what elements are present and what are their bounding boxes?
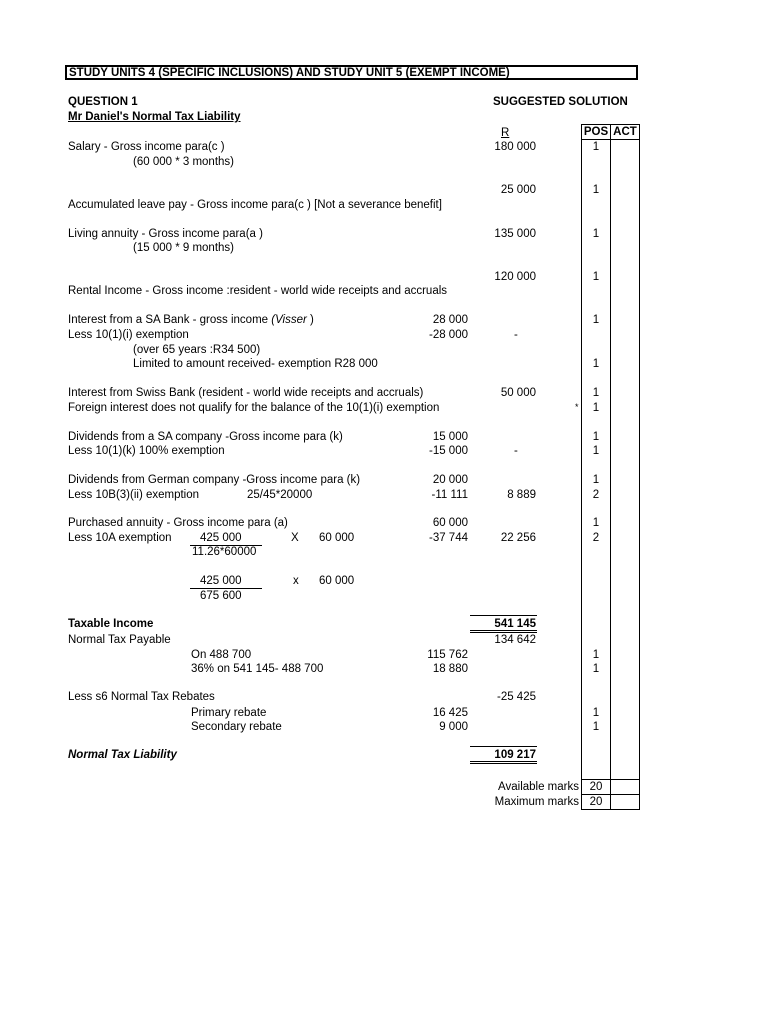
foreign-star: * [575,402,579,412]
primary-sub: 16 425 [432,707,468,719]
on-bracket-label: On 488 700 [191,649,252,661]
act-col-right [639,124,640,810]
div-de-label: Dividends from German company -Gross income para (k) [68,474,361,486]
div-de-exempt-amount: 8 889 [507,489,536,501]
salary-calc: (60 000 * 3 months) [133,156,235,168]
on-bracket-sub: 115 762 [427,649,468,661]
available-marks-value: 20 [589,781,603,793]
question-number: QUESTION 1 [68,96,138,108]
living-amount: 135 000 [494,228,536,240]
liability-amount: 109 217 [494,749,536,761]
annuity-exempt-numerator: 425 000 [200,532,242,544]
liability-rule-1 [470,761,537,762]
div-sa-exempt-amount: - [514,445,518,457]
primary-label: Primary rebate [191,707,267,719]
taxable-label: Taxable Income [68,618,154,630]
living-label: Living annuity - Gross income para(a ) [68,228,263,240]
sa-interest-pos: 1 [592,314,600,326]
maximum-marks-value: 20 [589,796,603,808]
annuity-exempt-amount: 22 256 [500,532,536,544]
taxable-amount: 541 145 [494,618,536,630]
living-pos: 1 [592,228,600,240]
sa-exempt-label: Less 10(1)(i) exemption [68,329,189,341]
leave-label: Accumulated leave pay - Gross income para(c ) [Not a severance benefit] [68,199,442,211]
salary-pos: 1 [592,141,600,153]
div-de-exempt-label: Less 10B(3)(ii) exemption [68,489,200,501]
annuity-alt-denominator: 675 600 [200,590,242,602]
div-sa-exempt-sub: -15 000 [428,445,468,457]
div-sa-exempt-label: Less 10(1)(k) 100% exemption [68,445,225,457]
tax-payable-amount: 134 642 [494,634,536,646]
pos-header: POS [583,126,609,138]
div-de-sub: 20 000 [432,474,468,486]
foreign-label: Foreign interest does not qualify for the balance of the 10(1)(i) exemption [68,402,440,414]
div-de-pos: 1 [592,474,600,486]
annuity-exempt-denominator: 11.26*60000 [192,546,257,558]
primary-pos: 1 [592,707,600,719]
taxable-rule-1 [470,630,537,631]
tax-payable-label: Normal Tax Payable [68,634,171,646]
on-bracket-pos: 1 [592,649,600,661]
swiss-amount: 50 000 [500,387,536,399]
annuity-exempt-label: Less 10A exemption [68,532,172,544]
liability-label: Normal Tax Liability [68,749,177,761]
rental-amount: 120 000 [494,271,536,283]
rental-label: Rental Income - Gross income :resident - world wide receipts and accruals [68,285,448,297]
sa-exempt-amount: - [514,329,518,341]
div-sa-pos: 1 [592,431,600,443]
sa-exempt-note1: (over 65 years :R34 500) [133,344,261,356]
salary-label: Salary - Gross income para(c ) [68,141,225,153]
living-calc: (15 000 * 9 months) [133,242,235,254]
div-sa-label: Dividends from a SA company -Gross income para (k) [68,431,343,443]
sa-exempt-sub: -28 000 [428,329,468,341]
secondary-sub: 9 000 [439,721,468,733]
sa-interest-label: Interest from a SA Bank - gross income (Visser ) [68,314,314,326]
sa-interest-sub: 28 000 [432,314,468,326]
annuity-exempt-sub: -37 744 [428,532,468,544]
div-de-exempt-calc: 25/45*20000 [247,489,313,501]
annuity-alt-multiplier: 60 000 [319,575,355,587]
liability-rule-2 [470,763,537,764]
div-de-exempt-pos: 2 [592,489,600,501]
secondary-pos: 1 [592,721,600,733]
annuity-sub: 60 000 [432,517,468,529]
leave-amount: 25 000 [500,184,536,196]
question-subtitle: Mr Daniel's Normal Tax Liability [68,111,241,123]
currency-header: R [501,127,510,139]
swiss-label: Interest from Swiss Bank (resident - world wide receipts and accruals) [68,387,424,399]
annuity-alt-operator: x [293,575,299,587]
rebates-amount: -25 425 [496,691,536,703]
annuity-exempt-pos: 2 [592,532,600,544]
leave-pos: 1 [592,184,600,196]
div-sa-exempt-pos: 1 [592,445,600,457]
page-title: STUDY UNITS 4 (SPECIFIC INCLUSIONS) AND STUDY UNIT 5 (EXEMPT INCOME) [69,67,510,79]
sa-exempt-note2: Limited to amount received- exemption R28 000 [133,358,378,370]
rental-pos: 1 [592,271,600,283]
pos-col-right [610,124,611,810]
maximum-marks-label: Maximum marks [494,796,579,808]
swiss-pos: 1 [592,387,600,399]
annuity-exempt-multiplier: 60 000 [319,532,355,544]
div-de-exempt-sub: -11 111 [431,489,468,501]
pct-sub: 18 880 [432,663,468,675]
div-sa-sub: 15 000 [432,431,468,443]
liability-top-rule [470,746,537,747]
annuity-pos: 1 [592,517,600,529]
available-marks-label: Available marks [498,781,579,793]
pct-pos: 1 [592,663,600,675]
act-header: ACT [613,126,637,138]
annuity-label: Purchased annuity - Gross income para (a) [68,517,288,529]
taxable-top-rule [470,615,537,616]
foreign-pos: 1 [592,402,600,414]
sa-exempt-pos: 1 [592,358,600,370]
marks-bottom-line [581,809,640,810]
salary-amount: 180 000 [494,141,536,153]
solution-label: SUGGESTED SOLUTION [493,96,628,108]
annuity-exempt-operator: X [291,532,299,544]
pct-label: 36% on 541 145- 488 700 [191,663,324,675]
annuity-alt-numerator: 425 000 [200,575,242,587]
secondary-label: Secondary rebate [191,721,282,733]
rebates-label: Less s6 Normal Tax Rebates [68,691,215,703]
